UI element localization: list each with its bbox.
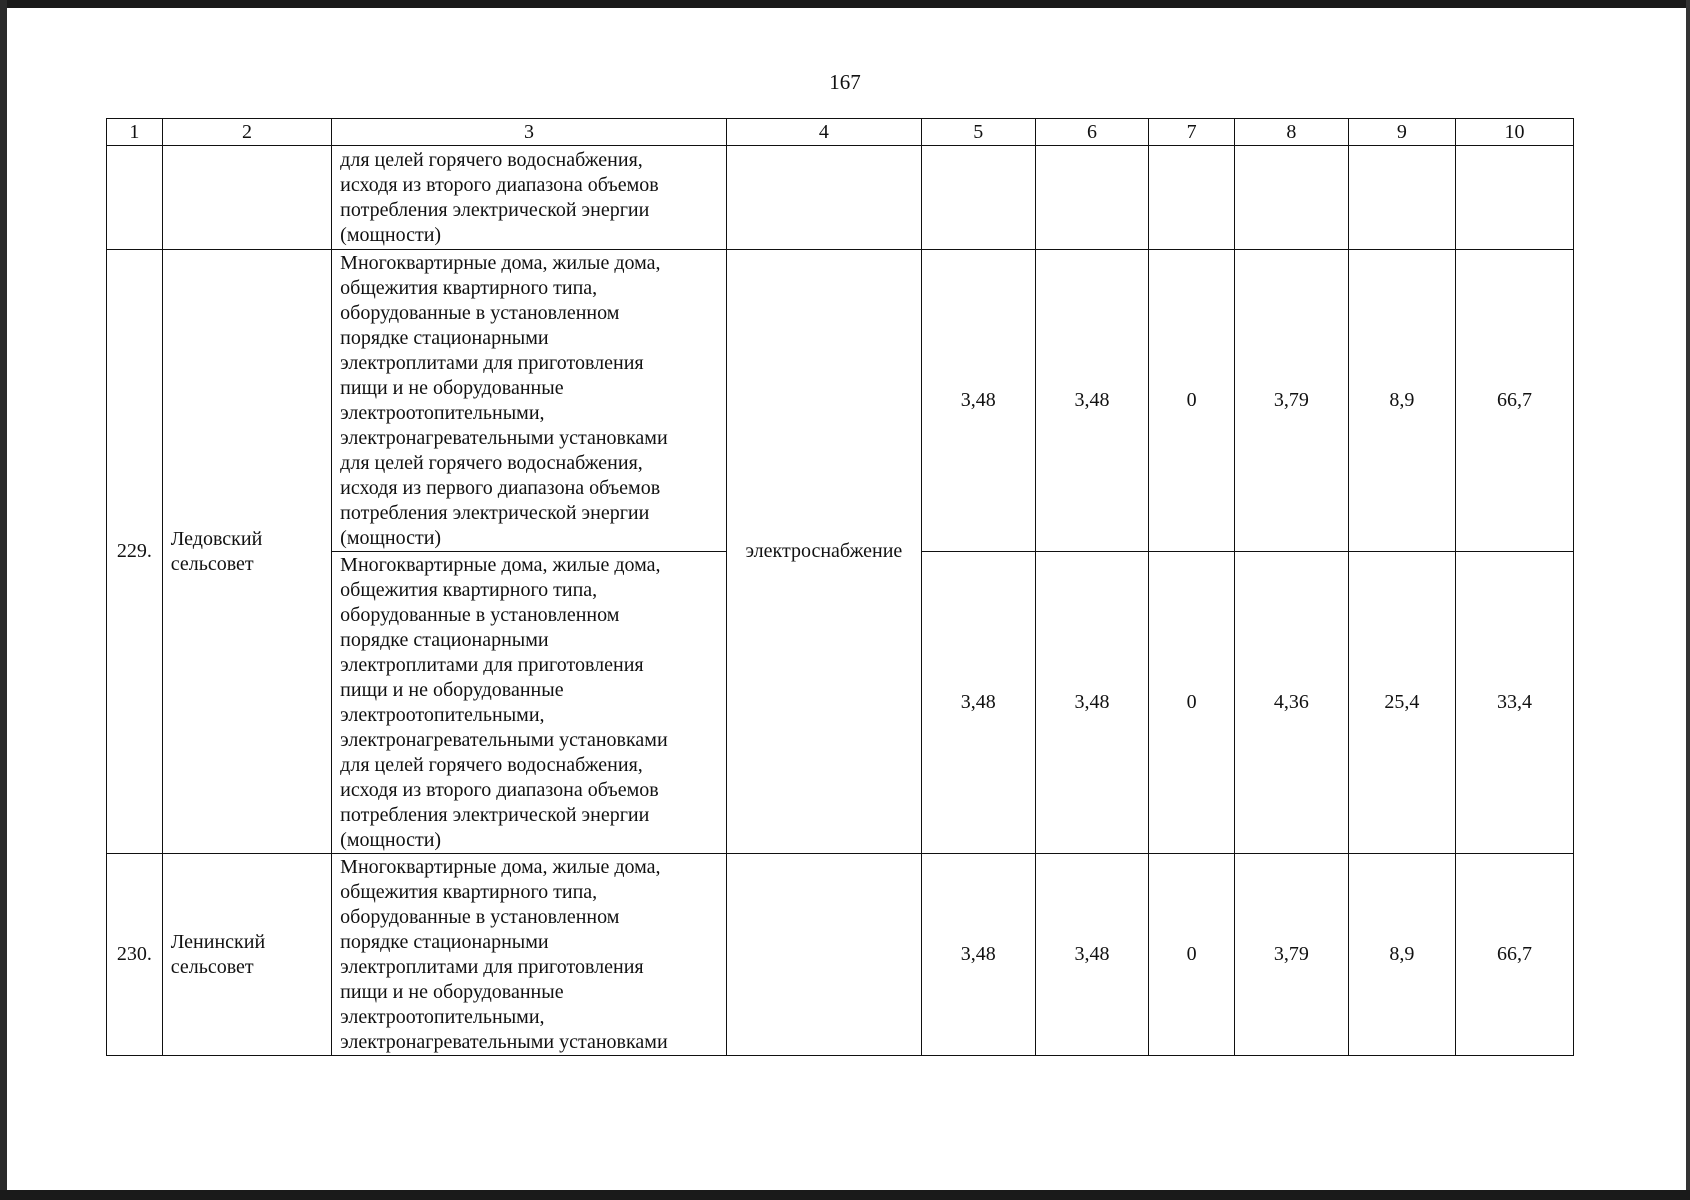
name-cell-empty [162, 146, 331, 250]
description-line: оборудованные в установленном [340, 603, 620, 626]
row-index: 229. [107, 250, 163, 854]
table-row-continued [107, 146, 1574, 250]
description-line: оборудованные в установленном [340, 905, 620, 928]
scan-edge-top [0, 0, 1690, 8]
value-cell-col9: 8,9 [1348, 250, 1455, 552]
description-line: (мощности) [340, 526, 442, 549]
value-cell-col5: 3,48 [921, 552, 1035, 854]
description-cell [332, 146, 727, 250]
row-index: 230. [107, 854, 163, 1056]
value-cell-empty [1348, 146, 1455, 250]
value-cell-col10: 33,4 [1455, 552, 1573, 854]
description-line: потребления электрической энергии [340, 501, 650, 524]
value-cell-empty [1149, 146, 1235, 250]
value-cell-empty [1035, 146, 1149, 250]
table-row [107, 854, 1574, 1056]
description-line: электронагревательными установками [340, 728, 668, 751]
description-line: для целей горячего водоснабжения, [340, 148, 643, 171]
header-row [107, 119, 1574, 146]
description-line: общежития квартирного типа, [340, 578, 598, 601]
description-line: порядке стационарными [340, 326, 549, 349]
value-cell-col7: 0 [1149, 250, 1235, 552]
value-cell-col8: 3,79 [1235, 854, 1349, 1056]
value-cell-col10: 66,7 [1455, 854, 1573, 1056]
value-cell-col5: 3,48 [921, 250, 1035, 552]
value-cell-col6: 3,48 [1035, 250, 1149, 552]
tariff-table [106, 118, 1574, 1056]
description-line: электроотопительными, [340, 401, 545, 424]
value-cell-col7: 0 [1149, 854, 1235, 1056]
description-line: электроплитами для приготовления [340, 653, 644, 676]
description-line: потребления электрической энергии [340, 198, 650, 221]
header-cell: 1 [107, 119, 163, 146]
description-cell [332, 854, 727, 1056]
description-line: общежития квартирного типа, [340, 880, 598, 903]
table-row [107, 250, 1574, 552]
value-cell-col7: 0 [1149, 552, 1235, 854]
settlement-name: Ленинский сельсовет [162, 854, 331, 1056]
description-line: Многоквартирные дома, жилые дома, [340, 855, 661, 878]
value-cell-col10: 66,7 [1455, 250, 1573, 552]
service-cell [726, 854, 921, 1056]
description-line: (мощности) [340, 223, 442, 246]
description-line: оборудованные в установленном [340, 301, 620, 324]
header-cell: 2 [162, 119, 331, 146]
value-cell-col9: 8,9 [1348, 854, 1455, 1056]
description-line: пищи и не оборудованные [340, 376, 564, 399]
header-cell: 4 [726, 119, 921, 146]
value-cell-empty [921, 146, 1035, 250]
description-line: Многоквартирные дома, жилые дома, [340, 553, 661, 576]
description-line: потребления электрической энергии [340, 803, 650, 826]
description-line: электроплитами для приготовления [340, 351, 644, 374]
value-cell-col8: 3,79 [1235, 250, 1349, 552]
description-line: исходя из второго диапазона объемов [340, 778, 659, 801]
description-line: (мощности) [340, 828, 442, 851]
scan-edge-bottom [0, 1190, 1690, 1200]
service-cell: электроснабжение [726, 250, 921, 854]
value-cell-col6: 3,48 [1035, 552, 1149, 854]
description-cell [332, 552, 727, 854]
description-line: исходя из первого диапазона объемов [340, 476, 661, 499]
description-line: электроотопительными, [340, 1005, 545, 1028]
description-line: электронагревательными установками [340, 1030, 668, 1053]
description-line: для целей горячего водоснабжения, [340, 753, 643, 776]
header-cell: 9 [1348, 119, 1455, 146]
description-line: электроплитами для приготовления [340, 955, 644, 978]
description-line: Многоквартирные дома, жилые дома, [340, 251, 661, 274]
value-cell-empty [1455, 146, 1573, 250]
description-line: общежития квартирного типа, [340, 276, 598, 299]
description-cell [332, 250, 727, 552]
description-line: порядке стационарными [340, 628, 549, 651]
header-cell: 3 [332, 119, 727, 146]
header-cell: 7 [1149, 119, 1235, 146]
page-number: 167 [829, 70, 861, 94]
value-cell-col9: 25,4 [1348, 552, 1455, 854]
header-cell: 8 [1235, 119, 1349, 146]
value-cell-col6: 3,48 [1035, 854, 1149, 1056]
description-line: электроотопительными, [340, 703, 545, 726]
index-cell-empty [107, 146, 163, 250]
settlement-name: Ледовский сельсовет [162, 250, 331, 854]
scan-edge-right [1686, 0, 1690, 1200]
value-cell-empty [1235, 146, 1349, 250]
header-cell: 10 [1455, 119, 1573, 146]
scan-edge-left [0, 0, 7, 1200]
description-line: пищи и не оборудованные [340, 678, 564, 701]
description-line: исходя из второго диапазона объемов [340, 173, 659, 196]
value-cell-col5: 3,48 [921, 854, 1035, 1056]
description-line: электронагревательными установками [340, 426, 668, 449]
description-line: пищи и не оборудованные [340, 980, 564, 1003]
description-line: порядке стационарными [340, 930, 549, 953]
header-cell: 6 [1035, 119, 1149, 146]
header-cell: 5 [921, 119, 1035, 146]
description-line: для целей горячего водоснабжения, [340, 451, 643, 474]
value-cell-col8: 4,36 [1235, 552, 1349, 854]
service-cell-empty [726, 146, 921, 250]
